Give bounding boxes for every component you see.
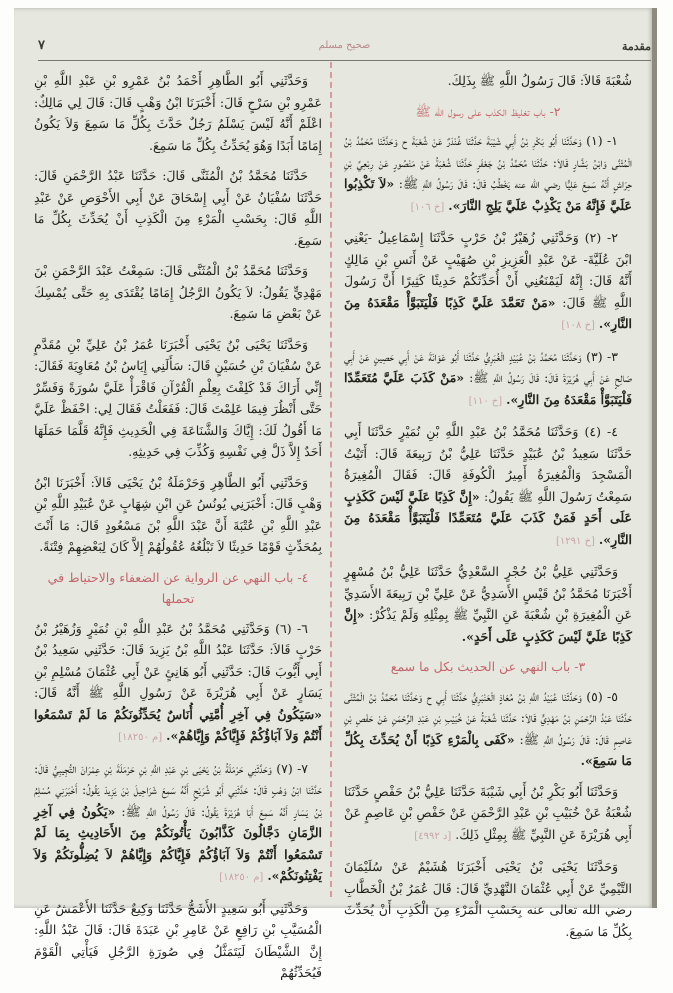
narration-text: وَحَدَّثَنَا أَبُو بَكْرِ بْنُ أَبِي شَيْبَةَ حَدَّثَنَا عَلِيُّ بْنُ حَفْصٍ حَدَّثَنَا شُعْبَةُ عَنْ خُبَيْبِ بْنِ عَبْدِ الرَّحْمَنِ عَنْ حَفْصِ بْنِ عَاصِمٍ عَنْ أَبِي هُرَيْرَةَ عَنِ النَّبِيِّ ﷺ بِمِثْلِ ذَلِكَ.: [344, 783, 632, 842]
header-rule: [38, 60, 651, 61]
narration-text: حَدَّثَنَا مُحَمَّدُ بْنُ الْمُثَنَّى قَالَ: حَدَّثَنَا عَبْدُ الرَّحْمَنِ قَالَ: حَدَّثَنَا سُفْيَانُ عَنْ أَبِي إِسْحَاقَ عَنْ أَبِي الأَحْوَصِ عَنْ عَبْدِ اللَّهِ قَالَ: بِحَسْبِ الْمَرْءِ مِنَ الْكَذِبِ أَنْ يُحَدِّثَ بِكُلِّ مَا سَمِعَ.: [34, 168, 322, 248]
hadith-paragraph: [34, 165, 322, 251]
narration-text: ٤- (٤) وَحَدَّثَنَا مُحَمَّدُ بْنُ عَبْدِ اللَّهِ بْنِ نُمَيْرٍ حَدَّثَنَا أَبِي حَدَّثَنَا سَعِيدُ بْنُ عُبَيْدٍ حَدَّثَنَا عَلِيُّ بْنُ رَبِيعَةَ قَالَ: أَتَيْتُ الْمَسْجِدَ وَالْمُغِيرَةُ أَمِيرُ الْكُوفَةِ قَالَ: فَقَالَ الْمُغِيرَةُ سَمِعْتُ رَسُولَ اللَّهِ ﷺ يَقُولُ:: [344, 424, 632, 504]
hadith-paragraph: [34, 618, 322, 749]
hadith-paragraph: [34, 472, 322, 558]
narration-text: ٢- (٢) وَحَدَّثَنِي زُهَيْرُ بْنُ حَرْبٍ حَدَّثَنَا إِسْمَاعِيلُ -يَعْنِي ابْنَ عُلَيَّةَ- عَنْ عَبْدِ الْعَزِيزِ بْنِ صُهَيْبٍ عَنْ أَنَسِ بْنِ مَالِكٍ أَنَّهُ قَالَ: إِنَّهُ لَيَمْنَعُنِي أَنْ أُحَدِّثَكُمْ حَدِيثًا كَثِيرًا أَنَّ رَسُولَ اللَّهِ ﷺ قَالَ:: [344, 230, 632, 310]
hadith-paragraph: [34, 260, 322, 325]
page-number: ٧: [38, 38, 45, 53]
prophetic-saying: «إِنَّ كَذِبًا عَلَيَّ لَيْسَ كَكَذِبٍ عَلَى أَحَدٍ فَمَنْ كَذَبَ عَلَيَّ مُتَعَمِّدًا فَلْيَتَبَوَّأْ مَقْعَدَهُ مِنَ النَّارِ».: [344, 488, 632, 547]
narration-text: ٧- (٧) وَحَدَّثَنِي حَرْمَلَةُ بْنُ يَحْيَى بْنِ عَبْدِ اللَّهِ بْنِ حَرْمَلَةَ بْنِ عِمْرَانَ التُّجِيبِيُّ قَالَ: حَدَّثَنَا ابْنُ وَهْبٍ قَالَ: حَدَّثَنِي أَبُو شُرَيْحٍ أَنَّهُ سَمِعَ شَرَاحِيلَ بْنَ يَزِيدَ يَقُولُ: أَخْبَرَنِي مُسْلِمُ بْنُ يَسَارٍ أَنَّهُ سَمِعَ أَبَا هُرَيْرَةَ يَقُولُ: قَالَ رَسُولُ اللَّهِ ﷺ:: [34, 760, 322, 819]
hadith-paragraph: [344, 227, 632, 337]
prophetic-saying: «كَفَى بِالْمَرْءِ كَذِبًا أَنْ يُحَدِّثَ بِكُلِّ مَا سَمِعَ».: [344, 731, 632, 768]
narration-text: وَحَدَّثَنِي أَبُو الطَّاهِرِ وَحَرْمَلَةُ بْنُ يَحْيَى قَالاَ: أَخْبَرَنَا ابْنُ وَهْبٍ قَالَ: أَخْبَرَنِي يُونُسُ عَنِ ابْنِ شِهَابٍ عَنْ عُبَيْدِ اللَّهِ بْنِ عَبْدِ اللَّهِ بْنِ عُتْبَةَ أَنَّ عَبْدَ اللَّهِ بْنَ مَسْعُودٍ قَالَ: مَا أَنْتَ بِمُحَدِّثٍ قَوْمًا حَدِيثًا لاَ تَبْلُغُهُ عُقُولُهُمْ إِلاَّ كَانَ لِبَعْضِهِمْ فِتْنَةً.: [34, 474, 322, 554]
prophetic-saying: «لاَ تَكْذِبُوا عَلَيَّ فَإِنَّهُ مَنْ يَكْذِبْ عَلَيَّ يَلِجِ النَّارَ».: [344, 176, 632, 213]
narration-text: وَحَدَّثَنِي أَبُو سَعِيدٍ الأَشَجُّ حَدَّثَنَا وَكِيعٌ حَدَّثَنَا الأَعْمَشُ عَنِ الْمُسَيَّبِ بْنِ رَافِعٍ عَنْ عَامِرِ بْنِ عَبَدَةَ قَالَ: قَالَ عَبْدُ اللَّهِ: إِنَّ الشَّيْطَانَ لَيَتَمَثَّلُ فِي صُورَةِ الرَّجُلِ فَيَأْتِي الْقَوْمَ فَيُحَدِّثُهُمْ: [34, 900, 322, 980]
chapter-heading: ٤- باب النهي عن الرواية عن الضعفاء والاحتياط في تحملها: [47, 569, 309, 606]
prophetic-saying: «إِنَّ كَذِبًا عَلَيَّ لَيْسَ كَكَذِبٍ عَلَى أَحَدٍ».: [344, 607, 632, 644]
narration-text: وَحَدَّثَنَا يَحْيَى بْنُ يَحْيَى أَخْبَرَنَا هُشَيْمٌ عَنْ سُلَيْمَانَ التَّيْمِيِّ عَنْ أَبِي عُثْمَانَ النَّهْدِيِّ قَالَ: قَالَ عُمَرُ بْنُ الْخَطَّابِ رضي الله تعالى عنه بِحَسْبِ الْمَرْءِ مِنَ الْكَذِبِ أَنْ يُحَدِّثَ بِكُلِّ مَا سَمِعَ.: [344, 859, 632, 939]
hadith-paragraph: [344, 70, 632, 92]
narration-text: ٥- (٥) وَحَدَّثَنَا عُبَيْدُ اللَّهِ بْنُ مُعَاذٍ الْعَنْبَرِيُّ حَدَّثَنَا أَبِي ح وَحَدَّثَنَا مُحَمَّدُ بْنُ الْمُثَنَّى حَدَّثَنَا عَبْدُ الرَّحْمَنِ بْنُ مَهْدِيٍّ قَالاَ: حَدَّثَنَا شُعْبَةُ عَنْ خُبَيْبِ بْنِ عَبْدِ الرَّحْمَنِ عَنْ حَفْصِ بْنِ عَاصِمٍ قَالَ: قَالَ رَسُولُ اللَّهِ ﷺ:: [344, 688, 632, 747]
page-edge: [652, 8, 657, 908]
narration-text: وَحَدَّثَنَا مُحَمَّدُ بْنُ الْمُثَنَّى قَالَ: سَمِعْتُ عَبْدَ الرَّحْمَنِ بْنَ مَهْدِيٍّ يَقُولُ: لاَ يَكُونُ الرَّجُلُ إِمَامًا يُقْتَدَى بِهِ حَتَّى يُمْسِكَ عَنْ بَعْضِ مَا سَمِعَ.: [34, 263, 322, 321]
narration-text: ٦- (٦) وَحَدَّثَنِي مُحَمَّدُ بْنُ عَبْدِ اللَّهِ بْنِ نُمَيْرٍ وَزُهَيْرُ بْنُ حَرْبٍ قَالاَ: حَدَّثَنَا عَبْدُ اللَّهِ بْنُ يَزِيدَ قَالَ: حَدَّثَنِي سَعِيدُ بْنُ أَبِي أَيُّوبَ قَالَ: حَدَّثَنِي أَبُو هَانِئٍ عَنْ أَبِي عُثْمَانَ مُسْلِمِ بْنِ يَسَارٍ عَنْ أَبِي هُرَيْرَةَ عَنْ رَسُولِ اللَّهِ ﷺ أَنَّهُ قَالَ:: [34, 620, 322, 700]
hadith-paragraph: [34, 898, 322, 984]
narration-text: ٣- (٣) وَحَدَّثَنَا مُحَمَّدُ بْنُ عُبَيْدٍ الْغُبَرِيُّ حَدَّثَنَا أَبُو عَوَانَةَ عَنْ أَبِي حَصِينٍ عَنْ أَبِي صَالِحٍ عَنْ أَبِي هُرَيْرَةَ قَالَ: قَالَ رَسُولُ اللَّهِ ﷺ:: [344, 348, 632, 385]
prophetic-saying: «مَنْ تَعَمَّدَ عَلَيَّ كَذِبًا فَلْيَتَبَوَّأْ مَقْعَدَهُ مِنَ النَّارِ».: [344, 294, 632, 331]
prophetic-saying: «يَكُونُ فِي آخِرِ الزَّمَانِ دَجَّالُونَ كَذَّابُونَ يَأْتُونَكُمْ مِنَ الأَحَادِيثِ بِمَا لَمْ تَسْمَعُوا أَنْتُمْ وَلاَ آبَاؤُكُمْ فَإِيَّاكُمْ وَإِيَّاهُمْ لاَ يُضِلُّونَكُمْ وَلاَ يَفْتِنُونَكُمْ».: [34, 803, 322, 883]
chapter-heading: ٢- باب تغليظ الكذب على رسول الله ﷺ: [415, 103, 561, 119]
hadith-paragraph: [344, 686, 632, 772]
narration-text: وَحَدَّثَنِي أَبُو الطَّاهِرِ أَحْمَدُ بْنُ عَمْرِو بْنِ عَبْدِ اللَّهِ بْنِ عَمْرِو بْنِ سَرْحٍ قَالَ: أَخْبَرَنَا ابْنُ وَهْبٍ قَالَ: قَالَ لِي مَالِكٌ: اعْلَمْ أَنَّهُ لَيْسَ يَسْلَمُ رَجُلٌ حَدَّثَ بِكُلِّ مَا سَمِعَ وَلاَ يَكُونُ إِمَامًا أَبَدًا وَهُوَ يُحَدِّثُ بِكُلِّ مَا سَمِعَ.: [34, 73, 322, 153]
hadith-paragraph: [344, 856, 632, 942]
hadith-paragraph: [34, 334, 322, 463]
left-column: [34, 70, 322, 993]
prophetic-saying: «سَيَكُونُ فِي آخِرِ أُمَّتِي أُنَاسٌ يُحَدِّثُونَكُمْ مَا لَمْ تَسْمَعُوا أَنْتُمْ وَلاَ آبَاؤُكُمْ فَإِيَّاكُمْ وَإِيَّاهُمْ».: [34, 706, 322, 743]
narration-text: وَحَدَّثَنِي عَلِيُّ بْنُ حُجْرٍ السَّعْدِيُّ حَدَّثَنَا عَلِيُّ بْنُ مُسْهِرٍ أَخْبَرَنَا مُحَمَّدُ بْنُ قَيْسٍ الأَسَدِيُّ عَنْ عَلِيِّ بْنِ رَبِيعَةَ الأَسَدِيِّ عَنِ الْمُغِيرَةِ بْنِ شُعْبَةَ عَنِ النَّبِيِّ ﷺ بِمِثْلِهِ وَلَمْ يَذْكُرْ:: [344, 564, 632, 622]
hadith-paragraph: [34, 758, 322, 889]
book-title: صحيح مسلم: [318, 40, 371, 51]
running-header: [38, 38, 651, 58]
cross-reference: [خ ١٠٦]: [410, 201, 445, 213]
hadith-paragraph: [344, 561, 632, 647]
cross-reference: [خ ١١٠]: [468, 395, 503, 407]
narration-text: شُعْبَةَ قَالاَ: قَالَ رَسُولُ اللَّهِ ﷺ بِذَلِكَ.: [447, 73, 632, 88]
section-title: مقدمة: [621, 40, 651, 53]
column-divider: [330, 62, 332, 897]
narration-text: ١- (١) وَحَدَّثَنَا أَبُو بَكْرِ بْنُ أَبِي شَيْبَةَ حَدَّثَنَا غُنْدَرٌ عَنْ شُعْبَةَ ح وَحَدَّثَنَا مُحَمَّدُ بْنُ الْمُثَنَّى وَابْنُ بَشَّارٍ قَالاَ: حَدَّثَنَا مُحَمَّدُ بْنُ جَعْفَرٍ حَدَّثَنَا شُعْبَةُ عَنْ مَنْصُورٍ عَنْ رِبْعِيِّ بْنِ حِرَاشٍ أَنَّهُ سَمِعَ عَلِيًّا رضي الله عنه يَخْطُبُ قَالَ: قَالَ رَسُولُ اللَّهِ ﷺ:: [344, 133, 633, 191]
cross-reference: [م ١٨٢٥٠]: [118, 732, 163, 743]
cross-reference: [د ٤٩٩٢]: [414, 830, 452, 842]
prophetic-saying: «مَنْ كَذَبَ عَلَيَّ مُتَعَمِّدًا فَلْيَتَبَوَّأْ مَقْعَدَهُ مِنَ النَّارِ».: [344, 370, 632, 407]
hadith-paragraph: [344, 781, 632, 848]
right-column: [344, 70, 632, 951]
narration-text: وَحَدَّثَنَا يَحْيَى بْنُ يَحْيَى أَخْبَرَنَا عُمَرُ بْنُ عَلِيِّ بْنِ مُقَدَّمٍ عَنْ سُفْيَانَ بْنِ حُسَيْنٍ قَالَ: سَأَلَنِي إِيَاسُ بْنُ مُعَاوِيَةَ فَقَالَ: إِنِّي أَرَاكَ قَدْ كَلِفْتَ بِعِلْمِ الْقُرْآنِ فَاقْرَأْ عَلَيَّ سُورَةً وَفَسِّرْ حَتَّى أَنْظُرَ فِيمَا عَلِمْتَ قَالَ: فَفَعَلْتُ فَقَالَ لِي: احْفَظْ عَلَيَّ مَا أَقُولُ لَكَ: إِيَّاكَ وَالشَّنَاعَةَ فِي الْحَدِيثِ فَإِنَّهُ قَلَّمَا حَمَلَهَا أَحَدٌ إِلاَّ ذَلَّ فِي نَفْسِهِ وَكُذِّبَ فِي حَدِيثِهِ.: [34, 336, 322, 459]
hadith-paragraph: [344, 421, 632, 552]
chapter-heading: ٣- باب النهي عن الحديث بكل ما سمع: [390, 659, 586, 674]
hadith-paragraph: [34, 70, 322, 156]
cross-reference: [خ ١٢٩١]: [556, 535, 595, 547]
hadith-paragraph: [344, 130, 632, 218]
hadith-paragraph: [344, 346, 632, 413]
cross-reference: [خ ١٠٨]: [561, 320, 595, 331]
cross-reference: [م ١٨٢٥٠]: [219, 872, 264, 883]
